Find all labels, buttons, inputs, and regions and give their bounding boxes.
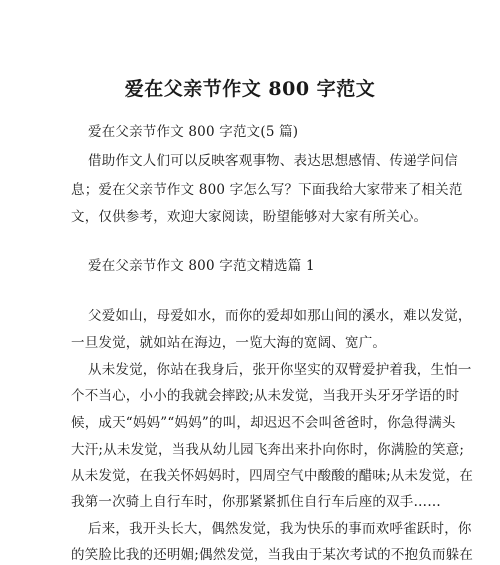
intro-line-2: 息；爱在父亲节作文 800 字怎么写？下面我给大家带来了相关范 [71, 182, 463, 198]
paragraph-line: 个不当心，小小的我就会摔跤;从未发觉，当我开头牙牙学语的时 [71, 388, 460, 404]
paragraph-line: 的笑脸比我的还明媚;偶然发觉，当我由于某次考试的不抱负而躲在 [71, 547, 474, 563]
paragraph-line: 后来，我开头长大，偶然发觉，我为快乐的事而欢呼雀跃时，你 [88, 521, 472, 537]
paragraph-line: 一旦发觉，就如站在海边，一览大海的宽阔、宽广。 [71, 335, 387, 351]
paragraph-line: 从未发觉，你站在我身后，张开你坚实的双臂爱护着我，生怕一 [88, 362, 472, 378]
document-title: 爱在父亲节作文 800 字范文 [124, 78, 376, 100]
subtitle-line: 爱在父亲节作文 800 字范文(5 篇) [88, 124, 299, 140]
section-heading: 爱在父亲节作文 800 字范文精选篇 1 [88, 258, 315, 274]
intro-line-3: 文，仅供参考，欢迎大家阅读，盼望能够对大家有所关心。 [71, 209, 428, 225]
paragraph-line: 候，成天“妈妈”“妈妈”的叫，却迟迟不会叫爸爸时，你急得满头 [71, 415, 456, 431]
paragraph-line: 我第一次骑上自行车时，你那紧紧抓住自行车后座的双手…… [71, 494, 441, 510]
paragraph-line: 从未发觉，在我关怀妈妈时，四周空气中酸酸的醋味;从未发觉，在 [71, 468, 474, 484]
paragraph-line: 父爱如山，母爱如水，而你的爱却如那山间的溪水，难以发觉， [88, 308, 472, 324]
intro-line-1: 借助作文人们可以反映客观事物、表达思想感情、传递学问信 [88, 153, 458, 169]
paragraph-line: 大汗;从未发觉，当我从幼儿园飞奔出来扑向你时，你满脸的笑意; [71, 442, 465, 458]
